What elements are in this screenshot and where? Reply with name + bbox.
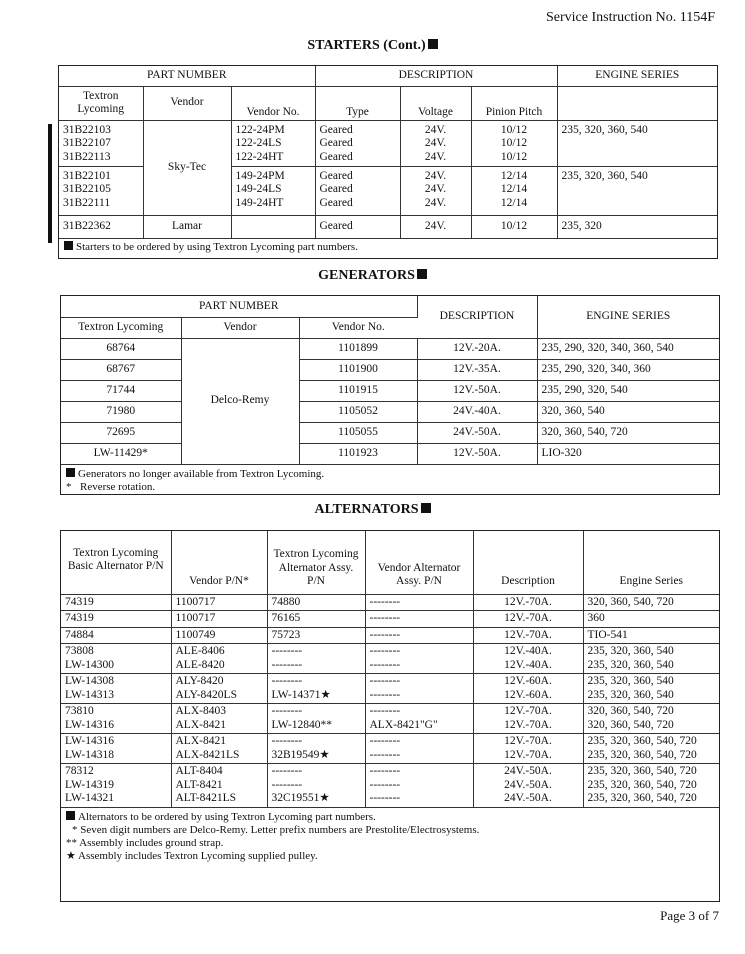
- type: Geared: [319, 137, 353, 149]
- description-cell: [473, 627, 583, 644]
- alternator-assy-pn: 75723: [271, 628, 301, 641]
- description: 12V.-60A.: [504, 675, 552, 687]
- vendor-no-header: Vendor No.: [231, 86, 315, 120]
- vendor-pn-cell: [171, 594, 267, 611]
- generators-title: [0, 268, 745, 284]
- vendor-pn-cell: [171, 627, 267, 644]
- vendor-no: 122-24LS: [235, 137, 282, 149]
- generators-title-text: GENERATORS: [318, 268, 415, 283]
- engine-series: 235, 320, 360, 540, 720: [587, 735, 697, 747]
- vendor-pn-header: Vendor P/N*: [171, 531, 267, 594]
- type: Geared: [319, 196, 353, 209]
- description: 12V.-35A.: [417, 359, 537, 380]
- engine-series: 235, 290, 320, 340, 360, 540: [537, 338, 719, 359]
- vendor-pn: 1100749: [175, 628, 216, 641]
- vendor-assy-pn: --------: [369, 765, 401, 777]
- basic-alternator-pn: 74319: [65, 595, 94, 608]
- description-cell: [473, 704, 583, 734]
- vendor-assy-pn: ALX-8421"G": [369, 718, 438, 731]
- description-cell: [473, 764, 583, 808]
- engine-series-cell: [583, 704, 719, 734]
- vendor-pn: 1100717: [175, 595, 216, 608]
- type: Geared: [319, 169, 353, 182]
- engine-series-cell: [583, 644, 719, 674]
- textron-lycoming-header: Textron Lycoming: [59, 86, 143, 120]
- alternator-assy-pn-cell: [267, 644, 365, 674]
- starters-note: [59, 239, 717, 256]
- engine-series-subheader: [557, 86, 717, 120]
- table-row: [61, 674, 719, 704]
- pinion-pitch-header: Pinion Pitch: [471, 86, 557, 120]
- basic-alternator-pn-cell: [61, 611, 171, 628]
- engine-series-cell: [583, 674, 719, 704]
- table-row: [61, 359, 719, 380]
- pinion-pitch: 12/14: [500, 196, 528, 209]
- basic-alternator-pn: 78312: [65, 765, 94, 777]
- pinion-pitch: 10/12: [500, 123, 528, 136]
- basic-alternator-header: Textron Lycoming Basic Alternator P/N: [61, 531, 171, 594]
- engine-series: LIO-320: [537, 443, 719, 464]
- vendor-header: Vendor: [181, 317, 299, 338]
- note-text: Generators no longer available from Textron Lycoming.: [78, 467, 325, 480]
- vendor-pn-cell: [171, 611, 267, 628]
- part-number: 71744: [61, 380, 181, 401]
- part-number: 31B22103: [63, 123, 111, 136]
- engine-series-cell: [583, 627, 719, 644]
- description: 12V.-40A.: [504, 645, 552, 657]
- alternators-title-text: ALTERNATORS: [314, 502, 419, 517]
- asterisk-marker: *: [66, 480, 72, 493]
- pinion-pitch: 12/14: [500, 169, 528, 182]
- basic-alternator-pn: LW-14300: [65, 658, 114, 671]
- alternator-assy-pn-cell: [267, 704, 365, 734]
- part-number: 68764: [61, 338, 181, 359]
- description: 24V.-40A.: [417, 401, 537, 422]
- table-row: [61, 338, 719, 359]
- alternator-assy-pn: 76165: [271, 612, 301, 624]
- basic-alternator-pn: LW-14321: [65, 792, 114, 804]
- basic-alternator-pn-cell: [61, 644, 171, 674]
- vendor-assy-pn: --------: [369, 675, 401, 687]
- vendor-no: 149-24LS: [235, 183, 282, 195]
- description-header: Description: [473, 531, 583, 594]
- description-cell: [473, 734, 583, 764]
- basic-alternator-pn: 74884: [65, 628, 94, 641]
- vendor-pn: ALX-8403: [175, 705, 226, 717]
- alternator-assy-pn: --------: [271, 778, 303, 791]
- basic-alternator-pn: LW-14316: [65, 735, 114, 747]
- starters-title-text: STARTERS (Cont.): [307, 38, 426, 53]
- alternator-assy-pn: 32B19549★: [271, 748, 330, 761]
- vendor-no: 1101915: [299, 380, 417, 401]
- vendor-assy-pn: --------: [369, 748, 401, 761]
- alternators-note: * Seven digit numbers are Delco-Remy. Letter prefix numbers are Prestolite/Electrosystems.: [72, 823, 480, 836]
- table-row: [61, 764, 719, 808]
- engine-series: 235, 320, 360, 540, 720: [587, 778, 697, 791]
- vendor-assy-pn-cell: [365, 627, 473, 644]
- vendor-pn: ALT-8421: [175, 778, 223, 791]
- description: 12V.-50A.: [417, 380, 537, 401]
- change-bar: [48, 124, 52, 243]
- basic-alternator-pn-cell: [61, 674, 171, 704]
- engine-series: 235, 290, 320, 540: [537, 380, 719, 401]
- pinion-pitch: 10/12: [500, 150, 528, 163]
- table-row: [61, 734, 719, 764]
- alternator-assy-pn-cell: [267, 627, 365, 644]
- table-row: [61, 611, 719, 628]
- basic-alternator-pn: 73808: [65, 645, 94, 657]
- voltage: 24V.: [424, 196, 447, 209]
- pinion-pitch: 12/14: [500, 183, 528, 195]
- description-cell: [473, 674, 583, 704]
- vendor-assy-pn-cell: [365, 734, 473, 764]
- part-number: 31B22107: [63, 137, 111, 149]
- vendor-assy-pn: --------: [369, 612, 401, 624]
- alternator-assy-pn-cell: [267, 674, 365, 704]
- basic-alternator-pn: LW-14308: [65, 675, 114, 687]
- vendor-header: Vendor: [143, 86, 231, 120]
- engine-series-cell: [583, 734, 719, 764]
- engine-series: 320, 360, 540, 720: [587, 705, 674, 717]
- description: 24V.-50A.: [504, 778, 552, 791]
- vendor-pn-cell: [171, 674, 267, 704]
- vendor-pn-cell: [171, 644, 267, 674]
- description: 12V.-70A.: [504, 595, 552, 608]
- note-text: Starters to be ordered by using Textron Lycoming part numbers.: [76, 240, 358, 253]
- vendor-assy-pn-cell: [365, 611, 473, 628]
- alternators-table: [60, 530, 720, 902]
- description: 24V.-50A.: [417, 422, 537, 443]
- engine-series-header: ENGINE SERIES: [537, 296, 719, 338]
- vendor-assy-pn: --------: [369, 778, 401, 791]
- vendor-pn: ALX-8421LS: [175, 748, 240, 761]
- alternator-assy-pn: --------: [271, 675, 303, 687]
- description-cell: [473, 644, 583, 674]
- vendor-pn: ALE-8420: [175, 658, 225, 671]
- basic-alternator-pn-cell: [61, 764, 171, 808]
- engine-series: 320, 360, 540, 720: [587, 595, 674, 608]
- textron-lycoming-header: Textron Lycoming: [61, 317, 181, 338]
- description: 12V.-50A.: [417, 443, 537, 464]
- vendor-assy-header: Vendor Alternator Assy. P/N: [365, 531, 473, 594]
- table-row: [61, 401, 719, 422]
- part-number: LW-11429*: [61, 443, 181, 464]
- vendor-lamar: Lamar: [143, 215, 231, 238]
- square-marker-icon: [66, 468, 75, 477]
- alternator-assy-pn-cell: [267, 611, 365, 628]
- type-header: Type: [315, 86, 400, 120]
- alternators-note: ★ Assembly includes Textron Lycoming supplied pulley.: [66, 849, 318, 862]
- alternator-assy-pn: 32C19551★: [271, 792, 330, 804]
- description: 12V.-70A.: [504, 612, 552, 624]
- engine-series: 320, 360, 540: [537, 401, 719, 422]
- voltage: 24V.: [424, 183, 447, 195]
- square-marker-icon: [66, 811, 75, 820]
- description-header: DESCRIPTION: [315, 66, 557, 86]
- description-cell: [473, 594, 583, 611]
- alternator-assy-pn: --------: [271, 658, 303, 671]
- alternator-assy-pn: --------: [271, 705, 303, 717]
- basic-alternator-pn: LW-14316: [65, 718, 114, 731]
- vendor-no: 1101923: [299, 443, 417, 464]
- engine-series: 235, 320, 360, 540, 720: [587, 765, 697, 777]
- part-number: 31B22111: [63, 196, 111, 209]
- engine-series: 235, 320: [557, 215, 717, 238]
- alternator-assy-pn-cell: [267, 594, 365, 611]
- alternator-assy-pn: --------: [271, 735, 303, 747]
- description: 12V.-70A.: [504, 748, 552, 761]
- vendor-pn: ALY-8420LS: [175, 688, 237, 701]
- vendor-pn-cell: [171, 734, 267, 764]
- description: 12V.-70A.: [504, 628, 552, 641]
- voltage: 24V.: [424, 169, 447, 182]
- pinion-pitch: 10/12: [500, 137, 528, 149]
- alternators-note: ** Assembly includes ground strap.: [66, 836, 224, 849]
- description: 12V.-70A.: [504, 718, 552, 731]
- description: 12V.-60A.: [504, 688, 552, 701]
- vendor-no: 1101900: [299, 359, 417, 380]
- table-row: [61, 594, 719, 611]
- basic-alternator-pn: LW-14318: [65, 748, 114, 761]
- part-number: 71980: [61, 401, 181, 422]
- table-row: [61, 704, 719, 734]
- alternator-assy-pn: --------: [271, 645, 303, 657]
- alternators-note: [66, 811, 714, 824]
- vendor-no: 149-24HT: [235, 196, 284, 209]
- description: 24V.-50A.: [504, 792, 552, 804]
- engine-series: 235, 320, 360, 540: [557, 120, 717, 166]
- description-cell: [473, 611, 583, 628]
- engine-series-cell: [583, 594, 719, 611]
- engine-series: 360: [587, 612, 605, 624]
- basic-alternator-pn: LW-14319: [65, 778, 114, 791]
- description-header: DESCRIPTION: [417, 296, 537, 338]
- vendor-no: [231, 215, 315, 238]
- alternator-assy-pn: --------: [271, 765, 303, 777]
- generators-note: [66, 468, 714, 481]
- engine-series: 235, 320, 360, 540: [557, 166, 717, 215]
- basic-alternator-pn-cell: [61, 734, 171, 764]
- alternator-assy-pn: 74880: [271, 595, 301, 608]
- description: 12V.-40A.: [504, 658, 552, 671]
- alternators-notes: [61, 808, 719, 865]
- generators-table: [60, 295, 720, 495]
- vendor-pn: ALE-8406: [175, 645, 225, 657]
- vendor-assy-pn: --------: [369, 688, 401, 701]
- vendor-assy-pn: --------: [369, 792, 401, 804]
- vendor-pn: 1100717: [175, 612, 216, 624]
- description: 12V.-20A.: [417, 338, 537, 359]
- voltage-header: Voltage: [400, 86, 471, 120]
- vendor-assy-pn-cell: [365, 764, 473, 808]
- note-text: Alternators to be ordered by using Textron Lycoming part numbers.: [78, 810, 376, 823]
- starters-table: [58, 65, 718, 259]
- vendor-assy-pn: --------: [369, 645, 401, 657]
- engine-series: TIO-541: [587, 628, 628, 641]
- description: 24V.-50A.: [504, 765, 552, 777]
- engine-series: 320, 360, 540, 720: [537, 422, 719, 443]
- generators-note: [66, 481, 714, 494]
- note-text: Reverse rotation.: [80, 480, 156, 493]
- vendor-assy-pn: --------: [369, 735, 401, 747]
- engine-series-header: Engine Series: [583, 531, 719, 594]
- table-row: [61, 443, 719, 464]
- table-row: [59, 120, 717, 166]
- vendor-no: 149-24PM: [235, 169, 285, 182]
- square-marker-icon: [64, 241, 73, 250]
- part-number-header: PART NUMBER: [61, 296, 417, 317]
- alternator-assy-pn: LW-14371★: [271, 688, 331, 701]
- alternator-assy-pn-cell: [267, 764, 365, 808]
- basic-alternator-pn: 74319: [65, 612, 94, 624]
- page-number: Page 3 of 7: [660, 908, 719, 923]
- vendor-pn: ALX-8421: [175, 735, 226, 747]
- vendor-assy-pn: --------: [369, 705, 401, 717]
- square-marker-icon: [421, 503, 431, 513]
- basic-alternator-pn: 73810: [65, 705, 94, 717]
- vendor-assy-pn-cell: [365, 704, 473, 734]
- square-marker-icon: [417, 269, 427, 279]
- part-number-header: PART NUMBER: [59, 66, 315, 86]
- vendor-no: 122-24HT: [235, 150, 284, 163]
- vendor-assy-pn-cell: [365, 644, 473, 674]
- basic-alternator-pn-cell: [61, 704, 171, 734]
- part-number: 31B22362: [59, 215, 143, 238]
- vendor-skytec: Sky-Tec: [143, 120, 231, 215]
- vendor-assy-pn-cell: [365, 594, 473, 611]
- type: Geared: [319, 123, 353, 136]
- voltage: 24V.: [424, 137, 447, 149]
- part-number: 31B22105: [63, 183, 111, 195]
- part-number: 31B22113: [63, 150, 111, 163]
- vendor-assy-pn: --------: [369, 628, 401, 641]
- vendor-pn: ALX-8421: [175, 718, 226, 731]
- vendor-no: 1101899: [299, 338, 417, 359]
- engine-series: 235, 320, 360, 540, 720: [587, 792, 697, 804]
- vendor-pn-cell: [171, 764, 267, 808]
- engine-series: 235, 320, 360, 540: [587, 658, 674, 671]
- table-row: [61, 422, 719, 443]
- description: 12V.-70A.: [504, 705, 552, 717]
- part-number: 72695: [61, 422, 181, 443]
- alternators-title: [0, 502, 745, 518]
- alternator-assy-header: Textron Lycoming Alternator Assy. P/N: [267, 531, 365, 594]
- vendor-delco-remy: Delco-Remy: [181, 338, 299, 464]
- square-marker-icon: [428, 39, 438, 49]
- part-number: 31B22101: [63, 169, 111, 182]
- vendor-assy-pn: --------: [369, 658, 401, 671]
- vendor-assy-pn: --------: [369, 595, 401, 608]
- engine-series: 320, 360, 540, 720: [587, 718, 674, 731]
- description: 12V.-70A.: [504, 735, 552, 747]
- vendor-no: 1105055: [299, 422, 417, 443]
- voltage: 24V.: [424, 150, 447, 163]
- engine-series: 235, 320, 360, 540: [587, 675, 674, 687]
- voltage: 24V.: [400, 215, 471, 238]
- vendor-pn-cell: [171, 704, 267, 734]
- basic-alternator-pn-cell: [61, 594, 171, 611]
- vendor-pn: ALT-8421LS: [175, 792, 236, 804]
- engine-series-cell: [583, 611, 719, 628]
- table-row: [61, 380, 719, 401]
- alternator-assy-pn: LW-12840**: [271, 718, 332, 731]
- alternator-assy-pn-cell: [267, 734, 365, 764]
- vendor-assy-pn-cell: [365, 674, 473, 704]
- basic-alternator-pn-cell: [61, 627, 171, 644]
- generators-notes: [61, 465, 719, 496]
- vendor-pn: ALT-8404: [175, 765, 223, 777]
- table-row: [59, 215, 717, 238]
- type: Geared: [319, 150, 353, 163]
- engine-series-cell: [583, 764, 719, 808]
- starters-title: [0, 38, 745, 54]
- part-number: 68767: [61, 359, 181, 380]
- engine-series-header: ENGINE SERIES: [557, 66, 717, 86]
- type: Geared: [315, 215, 400, 238]
- service-instruction-number: Service Instruction No. 1154F: [545, 10, 715, 25]
- pinion-pitch: 10/12: [471, 215, 557, 238]
- voltage: 24V.: [424, 123, 447, 136]
- table-row: [61, 644, 719, 674]
- vendor-no: 122-24PM: [235, 123, 285, 136]
- vendor-no: 1105052: [299, 401, 417, 422]
- engine-series: 235, 320, 360, 540: [587, 645, 674, 657]
- type: Geared: [319, 183, 353, 195]
- engine-series: 235, 320, 360, 540, 720: [587, 748, 697, 761]
- basic-alternator-pn: LW-14313: [65, 688, 114, 701]
- engine-series: 235, 290, 320, 340, 360: [537, 359, 719, 380]
- engine-series: 235, 320, 360, 540: [587, 688, 674, 701]
- vendor-pn: ALY-8420: [175, 675, 224, 687]
- vendor-no-header: Vendor No.: [299, 317, 417, 338]
- table-row: [61, 627, 719, 644]
